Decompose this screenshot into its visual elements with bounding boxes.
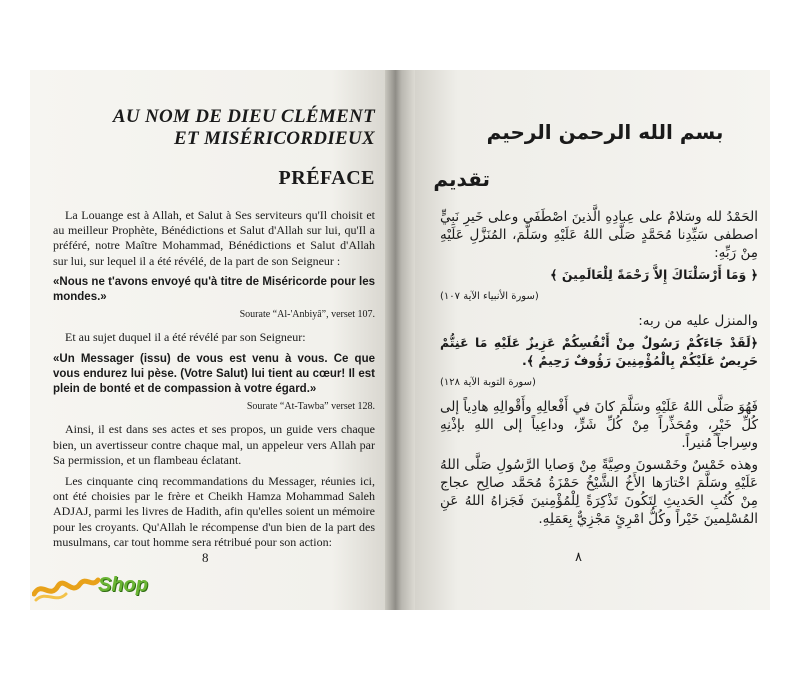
basmala-title: بسم الله الرحمن الرحيم xyxy=(486,120,724,144)
paragraph-1: La Louange est à Allah, et Salut à Ses serviteurs qu'Il choisit et au meilleur Prophète, Bénédictions et Salut d'Allah sur lui, qu'Il a préféré, notre Maître Mohammad, Bénédictions et Salut d'Allah sur lui, sur lequel il a été révélé, de la part de son Seigneur : xyxy=(53,208,375,268)
shop-logo[interactable] xyxy=(32,570,162,610)
reference-2: Sourate “At-Tawba” verset 128. xyxy=(246,401,375,413)
reference-1: Sourate “Al-'Anbiyâ”, verset 107. xyxy=(239,309,375,321)
arabic-heading: تقديم xyxy=(433,167,490,191)
arabic-verse-1: ﴿ وَمَا أَرْسَلْنَاكَ إِلاَّ رَحْمَةً لِلْعَالَمِينَ ﴾ xyxy=(550,267,758,282)
arabic-body xyxy=(440,208,758,532)
quote-1: «Nous ne t'avons envoyé qu'à titre de Miséricorde pour les mondes.» xyxy=(53,275,375,304)
logo-swirl-icon xyxy=(32,570,102,610)
arabic-paragraph-4: وهذه خَمْسٌ وخَمْسونَ وصِيَّةً مِنْ وَصايا الرَّسُولِ صَلَّى اللهُ عَلَيْهِ وسَلَّمَ اخْتارَها الأَخُ الشَّيْخُ حَمْزَةُ مُحَمَّد صالِح عجاج مِنْ كُتُبِ الحَديثِ لِتَكُونَ تَذْكِرَةً لِلْمُؤْمِنينَ فَجَزاهُ اللهُ عَنِ المُسْلِمينَ خَيْراً وكُلُّ امْرِئٍ مَجْزِيٌّ بِعَمَلِهِ. xyxy=(440,457,758,527)
arabic-verse-2: ﴿لَقَدْ جَاءَكُمْ رَسُولٌ مِنْ أَنْفُسِكُمْ عَزِيزٌ عَلَيْهِ مَا عَنِتُّمْ حَرِيصٌ عَلَيْكُمْ بِالْمُؤْمِنِينَ رَؤُوفٌ رَحِيمٌ ﴾. xyxy=(440,335,758,368)
title-line-2: ET MISÉRICORDIEUX xyxy=(174,128,375,149)
open-book xyxy=(30,70,770,610)
paragraph-3: Ainsi, il est dans ses actes et ses propos, un guide vers chaque bien, un avertisseur contre chaque mal, un appeleur vers Allah par Sa permission, et un flambeau éclatant. xyxy=(53,422,375,467)
left-page xyxy=(30,70,385,610)
arabic-paragraph-1: الحَمْدُ لله وسَلامٌ على عِبادِهِ الَّذينَ اصْطَفَى وعلى خَيرِ نَبِيٍّ اصطفى سَيِّدِنا مُحَمَّدٍ صَلَّى اللهُ عَلَيْهِ وسَلَّمَ، المُنَزَّلِ عَلَيْهِ مِنْ رَبِّهِ: xyxy=(440,209,758,261)
preface-heading: PRÉFACE xyxy=(278,167,375,189)
paragraph-4: Les cinquante cinq recommandations du Messager, réunies ici, ont été choisies par le frère et Cheikh Hamza Mohammad Saleh ADJAJ, parmi les livres de Hadith, afin qu'elles soient un mémoire pour les croyants. Qu'Allah le récompense d'un bien de la part des musulmans, car tout homme sera rétribué pour son action: xyxy=(53,474,375,549)
arabic-reference-1: (سورة الأنبياء الآية ١٠٧) xyxy=(440,291,539,302)
page-number-right: ٨ xyxy=(575,550,582,565)
right-page xyxy=(415,70,770,610)
page-number-left: 8 xyxy=(202,550,209,565)
arabic-reference-2: (سورة التوبة الآية ١٢٨) xyxy=(440,377,536,388)
arabic-paragraph-3: فَهُوَ صَلَّى اللهُ عَلَيْهِ وسَلَّمَ كانَ في أَفْعالِهِ وأَقْوالِهِ هادِياً إلى كُلِّ خَيْرٍ، ومُحَذِّراً مِنْ كُلِّ شَرٍّ، وداعِياً إلى اللهِ بإذْنِهِ وسِراجاً مُنيراً. xyxy=(440,399,758,451)
logo-text: Shop xyxy=(98,574,148,596)
arabic-paragraph-2: والمنزل عليه من ربه: xyxy=(638,313,758,329)
title-line-1: AU NOM DE DIEU CLÉMENT xyxy=(112,106,375,127)
preface-body xyxy=(53,208,375,556)
quote-2: «Un Messager (issu) de vous est venu à vous. Ce que vous endurez lui pèse. (Votre Salut) lui tient au cœur! Il est plein de bonté et de compassion à votre égard.» xyxy=(53,352,375,396)
page-title xyxy=(90,106,375,150)
book-gutter xyxy=(385,70,415,610)
paragraph-2: Et au sujet duquel il a été révélé par son Seigneur: xyxy=(65,330,306,345)
